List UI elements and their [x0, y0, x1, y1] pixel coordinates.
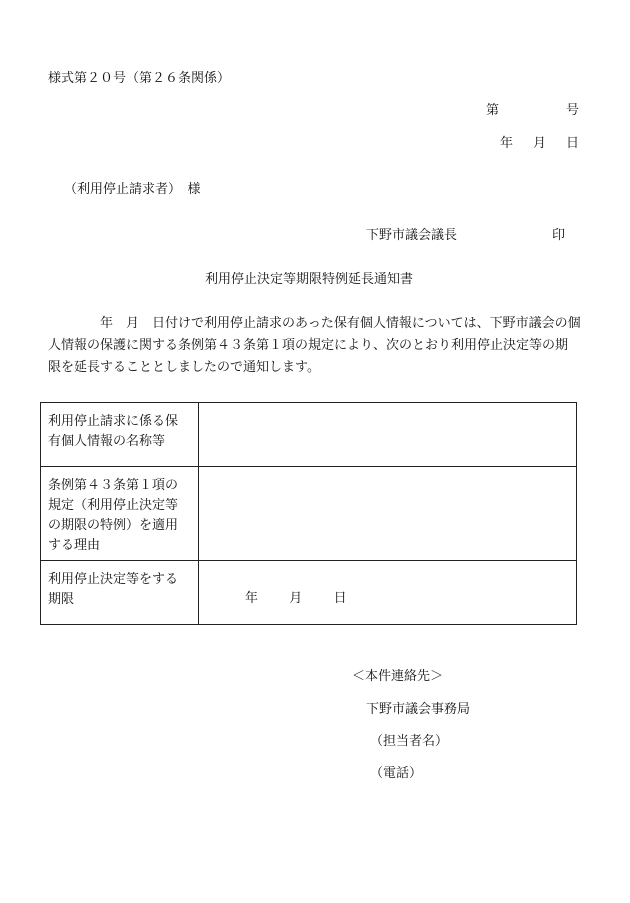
row-value	[199, 403, 577, 467]
label-line: 規定（利用停止決定等	[48, 498, 179, 513]
doc-number-go: 号	[566, 103, 580, 118]
sender-name: 下野市議会議長	[366, 228, 458, 243]
contact-heading: ＜本件連絡先＞	[352, 669, 444, 684]
label-line: 利用停止決定等をする	[48, 572, 179, 587]
row-value	[199, 561, 577, 625]
label-line: の期限の特例）を適用	[48, 518, 179, 533]
body-line: 年 月 日付けで利用停止請求のあった保有個人情報については、下野市議会の個	[48, 316, 581, 331]
row-value	[199, 467, 577, 561]
label-line: 有個人情報の名称等	[48, 434, 166, 449]
issue-date-year: 年	[500, 136, 514, 151]
body-line: 限を延長することとしましたので通知します。	[48, 360, 320, 375]
row-label	[41, 467, 199, 561]
seal-mark: 印	[552, 228, 566, 243]
deadline-month: 月	[289, 591, 303, 606]
deadline-day: 日	[333, 591, 347, 606]
doc-number-dai: 第	[486, 103, 500, 118]
table-row	[41, 561, 577, 625]
label-line: 利用停止請求に係る保	[48, 414, 179, 429]
label-line: 期限	[48, 592, 75, 607]
table-row	[41, 467, 577, 561]
table-row	[41, 403, 577, 467]
body-line: 人情報の保護に関する条例第４３条第１項の規定により、次のとおり利用停止決定等の期	[48, 338, 569, 353]
contact-phone: （電話）	[370, 766, 423, 781]
row-label	[41, 403, 199, 467]
label-line: する理由	[48, 538, 101, 553]
body-text	[48, 313, 581, 379]
deadline-year: 年	[245, 591, 259, 606]
issue-date-day: 日	[566, 136, 580, 151]
contact-office: 下野市議会事務局	[366, 702, 471, 717]
contact-person: （担当者名）	[370, 734, 449, 749]
document-title: 利用停止決定等期限特例延長通知書	[205, 272, 414, 287]
form-number: 様式第２０号（第２６条関係）	[48, 71, 231, 86]
issue-date-month: 月	[533, 136, 547, 151]
row-label	[41, 561, 199, 625]
label-line: 条例第４３条第１項の	[48, 478, 179, 493]
recipient: （利用停止請求者） 様	[64, 182, 201, 197]
deadline-date	[245, 587, 347, 606]
details-table	[40, 402, 577, 625]
